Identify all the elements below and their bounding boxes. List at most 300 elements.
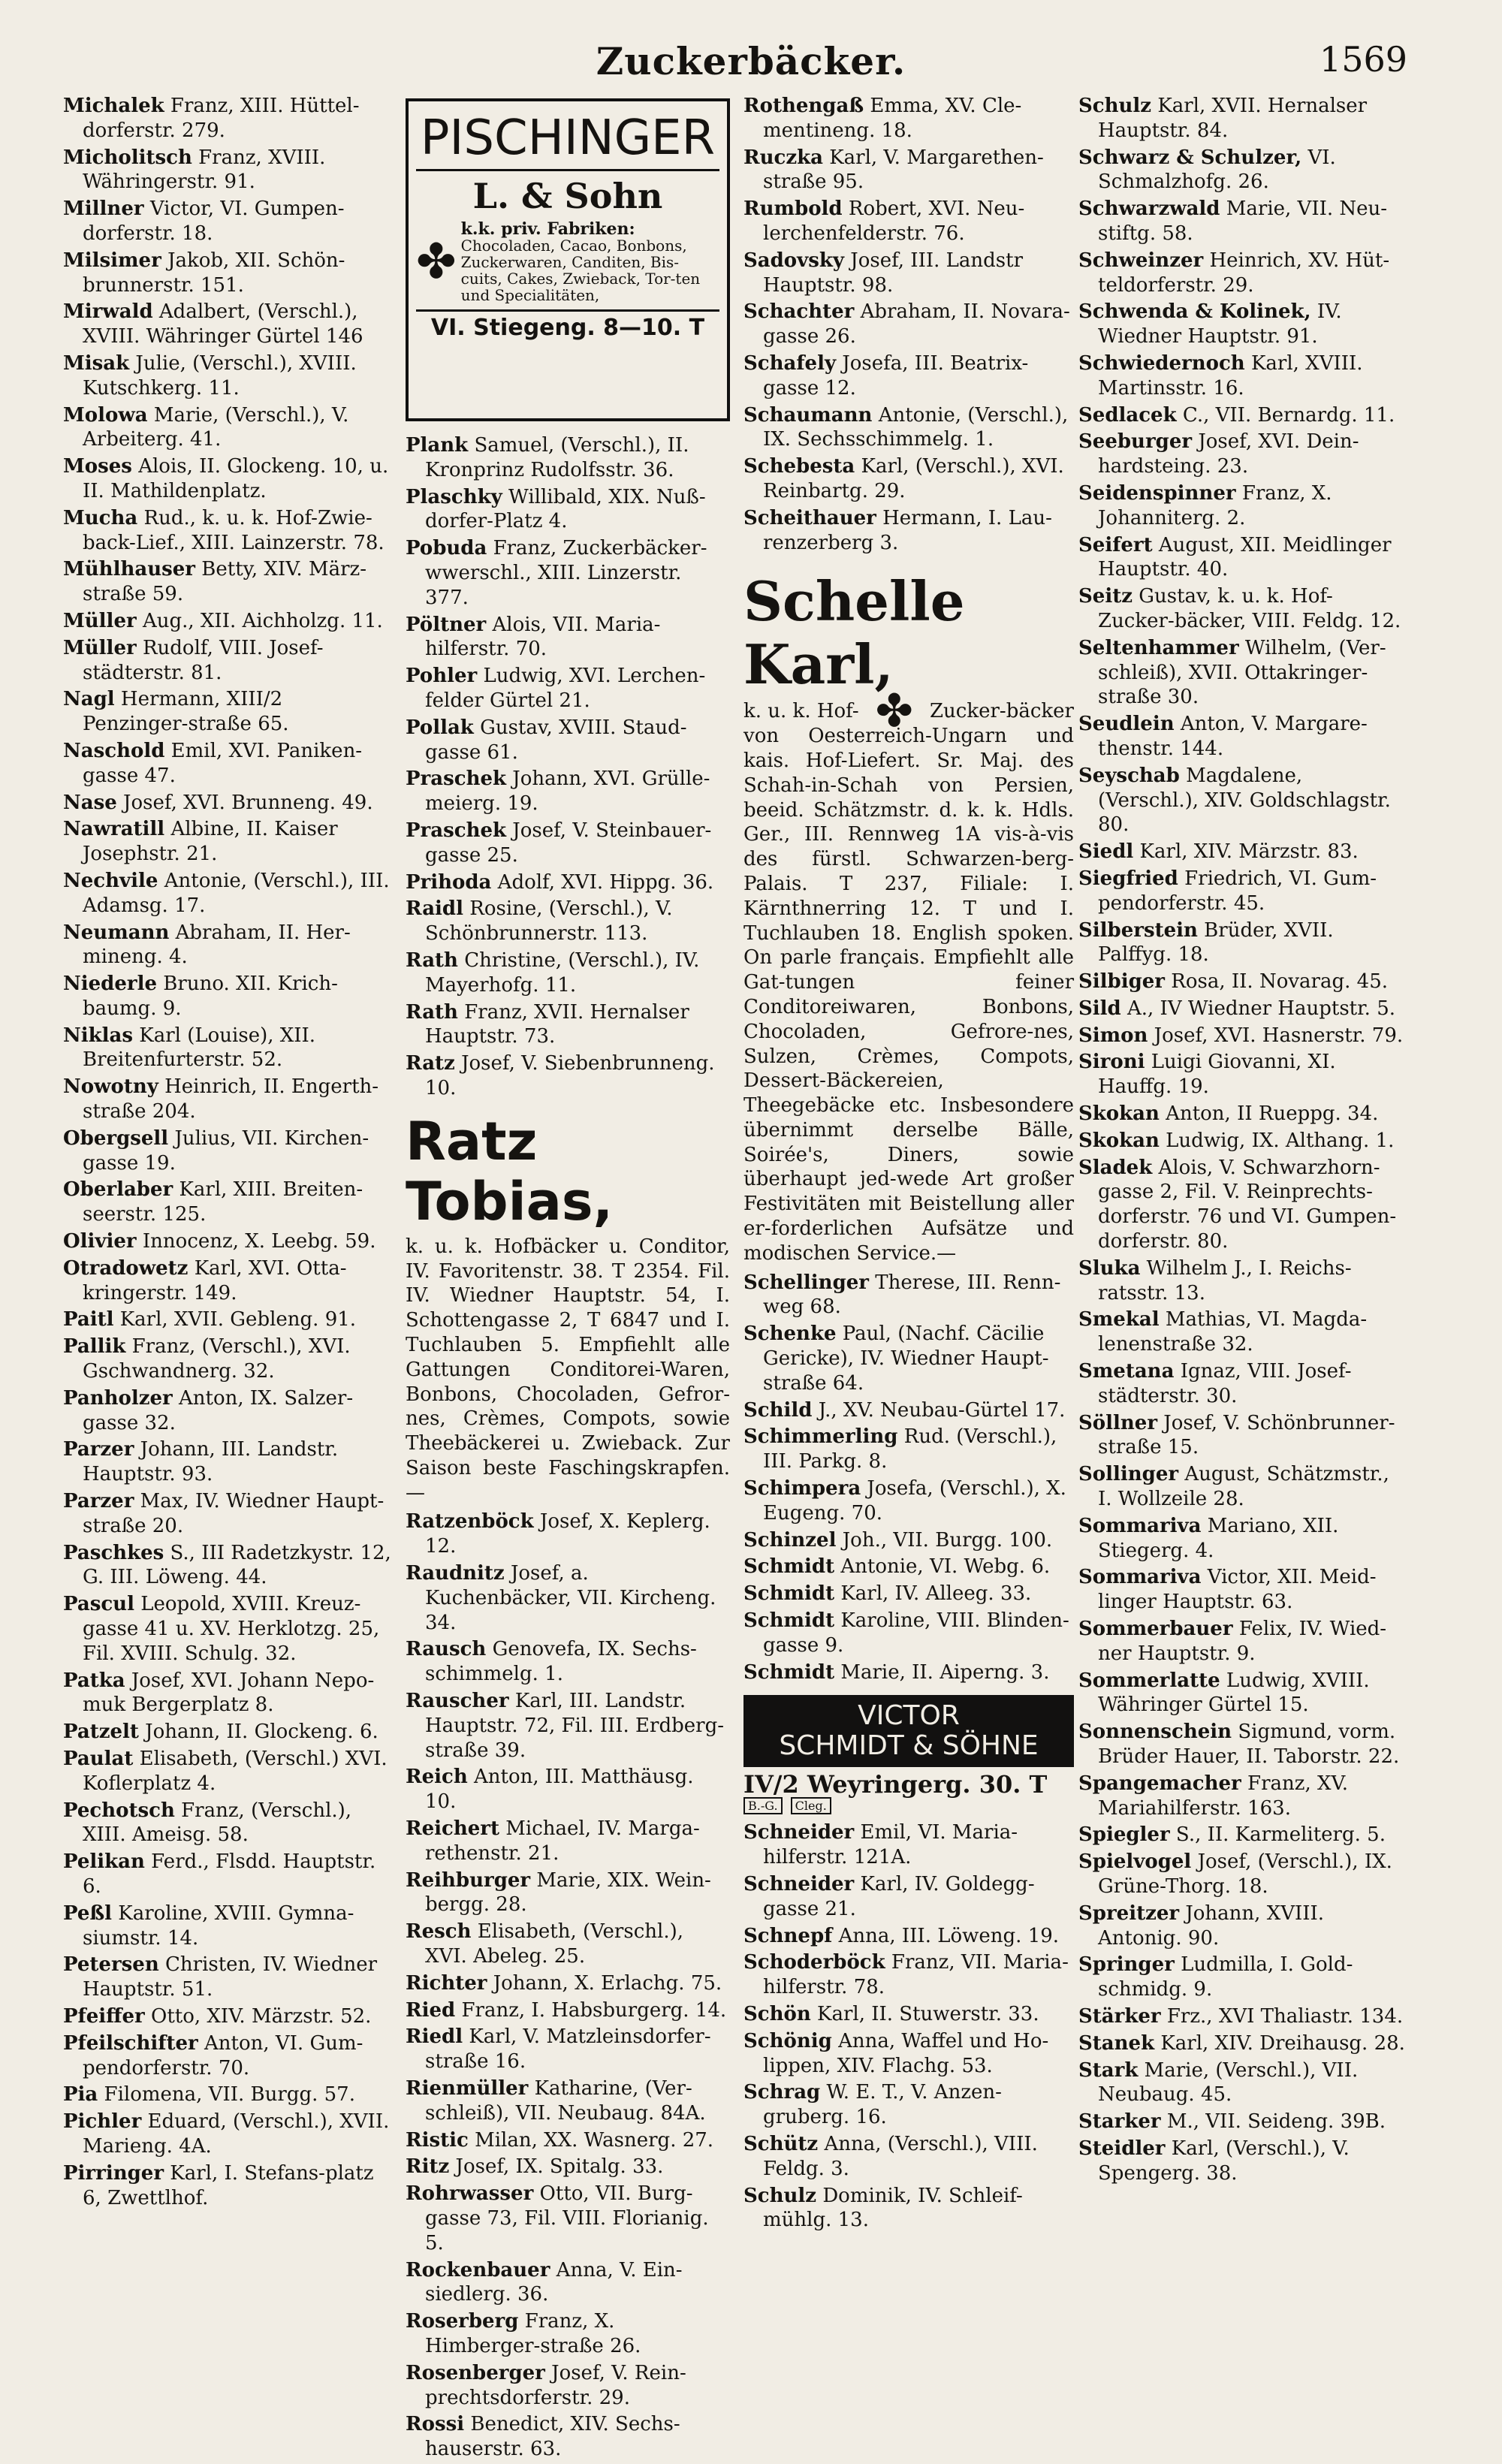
directory-entry (406, 485, 730, 535)
directory-entry (63, 2031, 394, 2081)
entry-details: Robert, XVI. Neu-lerchenfelderstr. 76. (763, 198, 1025, 245)
entry-name: Rosenberger (406, 2361, 545, 2384)
entry-name: Spangemacher (1078, 1772, 1241, 1795)
directory-entry (1078, 197, 1409, 246)
entry-details: Anna, V. Ein-siedlerg. 36. (425, 2258, 683, 2306)
directory-entry (1078, 1617, 1409, 1666)
directory-entry (1078, 351, 1409, 401)
entry-name: Seidenspinner (1078, 481, 1236, 505)
directory-entry (1078, 584, 1409, 634)
entry-details: Marie, (Verschl.), V. Arbeiterg. 41. (83, 403, 349, 451)
entry-details: Emma, XV. Cle-mentineng. 18. (763, 95, 1022, 142)
directory-entry (1078, 764, 1409, 837)
directory-entry (63, 351, 394, 401)
entry-details: Max, IV. Wiedner Haupt-straße 20. (83, 1490, 385, 1537)
entry-details: Johann, XVI. Grülle-meierg. 19. (425, 768, 710, 816)
entry-name: Reihburger (406, 1868, 531, 1892)
directory-entry (1078, 2031, 1409, 2056)
entry-details: Joh., VII. Burgg. 100. (836, 1528, 1053, 1552)
entry-name: Stark (1078, 2058, 1139, 2082)
directory-entry (1078, 1102, 1409, 1126)
directory-entry (743, 1476, 1074, 1526)
directory-entry (63, 1720, 394, 1745)
page-number: 1569 (1319, 39, 1407, 80)
entry-name: Mühlhauser (63, 558, 195, 581)
page-title: Zuckerbäcker. (596, 39, 906, 83)
directory-entry (1078, 300, 1409, 349)
directory-entry (1078, 918, 1409, 968)
directory-entry (63, 921, 394, 970)
entry-name: Mucha (63, 506, 138, 529)
directory-entry (63, 94, 394, 143)
entry-details: Elisabeth, (Verschl.), XVI. Abeleg. 25. (425, 1920, 683, 1968)
schelle-karl-title (743, 685, 1074, 738)
badge-1: B.-G. (743, 1797, 783, 1814)
entry-name: Riedl (406, 2025, 463, 2049)
directory-entry (63, 2082, 394, 2107)
entry-name: Schmidt (743, 1555, 835, 1579)
entry-details: Josefa, III. Beatrix-gasse 12. (763, 351, 1029, 400)
entry-details: Karl, IV. Goldegg-gasse 21. (763, 1873, 1035, 1920)
entry-name: Niklas (63, 1024, 134, 1047)
entry-details: Antonie, (Verschl.), III. Adamsg. 17. (83, 869, 390, 917)
entry-details: Franz, XVII. Hernalser Hauptstr. 73. (425, 1000, 689, 1048)
directory-entry (63, 2161, 394, 2211)
entry-name: Patka (63, 1669, 125, 1692)
entry-details: Milan, XX. Wasnerg. 27. (468, 2128, 714, 2152)
column-2b-list (406, 1509, 730, 2461)
entry-details: Karl, (Verschl.), XVI. Reinbartg. 29. (763, 455, 1064, 502)
directory-entry (743, 197, 1074, 246)
entry-name: Schulz (1078, 95, 1152, 117)
directory-entry (63, 506, 394, 556)
entry-details: Karl, V. Margarethen-straße 95. (763, 146, 1044, 194)
directory-entry (1078, 1156, 1409, 1254)
entry-name: Oberlaber (63, 1178, 173, 1202)
entry-details: Franz, (Verschl.), XIII. Ameisg. 58. (83, 1799, 352, 1847)
entry-name: Sadovsky (743, 249, 845, 272)
entry-name: Schoderböck (743, 1951, 885, 1974)
directory-entry (63, 1592, 394, 1666)
directory-entry (1078, 249, 1409, 298)
directory-entry (406, 897, 730, 946)
entry-details: Karl, III. Landstr. Hauptstr. 72, Fil. III. Erdberg-straße 39. (425, 1690, 724, 1762)
entry-details: Christine, (Verschl.), IV. Mayerhofg. 11. (425, 949, 700, 997)
pischinger-address: VI. Stiegeng. 8—10. T (416, 309, 719, 341)
directory-entry (63, 1307, 394, 1332)
entry-details: Christen, IV. Wiedner Hauptstr. 51. (83, 1953, 378, 2001)
entry-details: Josef, III. Landstr Hauptstr. 98. (763, 249, 1024, 297)
directory-entry (63, 403, 394, 453)
directory-entry (63, 1075, 394, 1124)
entry-name: Patzelt (63, 1721, 139, 1744)
directory-entry (1078, 1024, 1409, 1048)
directory-entry (743, 2080, 1074, 2130)
entry-details: Rudolf, VIII. Josef-städterstr. 81. (83, 636, 324, 684)
directory-entry (743, 300, 1074, 349)
entry-details: Genovefa, IX. Sechs-schimmelg. 1. (425, 1638, 697, 1686)
directory-entry (63, 1799, 394, 1848)
entry-name: Sonnenschein (1078, 1721, 1232, 1744)
directory-entry (743, 249, 1074, 298)
entry-details: Franz, VII. Maria-hilferstr. 78. (763, 1951, 1069, 1999)
entry-name: Molowa (63, 403, 148, 427)
directory-entry (63, 791, 394, 816)
directory-entry (743, 1271, 1074, 1320)
entry-name: Ratzenböck (406, 1510, 534, 1534)
directory-entry (406, 2128, 730, 2153)
entry-name: Starker (1078, 2110, 1161, 2134)
entry-details: Filomena, VII. Burgg. 57. (98, 2083, 355, 2107)
entry-details: Ludwig, XVIII. Währinger Gürtel 15. (1098, 1669, 1370, 1717)
entry-name: Schwiedernoch (1078, 351, 1245, 375)
entry-details: Wilhelm, (Ver-schleiß), XVII. Ottakringer-straße 30. (1098, 636, 1386, 709)
entry-name: Schmidt (743, 1582, 835, 1606)
directory-entry (743, 2002, 1074, 2027)
entry-name: Raidl (406, 897, 463, 921)
entry-details: Josef, V. Siebenbrunneng. 10. (425, 1052, 715, 1099)
entry-name: Ratz (406, 1052, 455, 1075)
directory-entry (406, 664, 730, 713)
entry-details: Anna, Waffel und Ho-lippen, XIV. Flachg. 53. (763, 2029, 1049, 2077)
entry-name: Rath (406, 1000, 458, 1024)
directory-entry (63, 609, 394, 634)
entry-details: Elisabeth, (Verschl.) XVI. Koflerplatz 4. (83, 1748, 388, 1795)
directory-entry (406, 1000, 730, 1050)
entry-name: Michalek (63, 95, 164, 117)
entry-name: Smetana (1078, 1360, 1175, 1383)
entry-details: Karl, XVIII. Martinsstr. 16. (1098, 351, 1363, 400)
entry-details: Ludwig, IX. Althang. 1. (1159, 1129, 1395, 1152)
directory-entry (406, 1868, 730, 1918)
directory-entry (1078, 94, 1409, 143)
directory-entry (63, 817, 394, 867)
directory-entry (743, 1425, 1074, 1474)
schelle-title-right: Zucker-bäcker (929, 700, 1074, 723)
entry-details: Franz, (Verschl.), XVI. Gschwandnerg. 32. (83, 1335, 351, 1383)
entry-name: Spiegler (1078, 1823, 1170, 1847)
entry-name: Rath (406, 949, 458, 972)
entry-name: Stärker (1078, 2004, 1161, 2028)
entry-details: Eduard, (Verschl.), XVII. Marieng. 4A. (83, 2110, 390, 2158)
entry-name: Pelikan (63, 1850, 145, 1874)
entry-details: Otto, VII. Burg-gasse 73, Fil. VIII. Florianig. 5. (425, 2182, 709, 2254)
directory-entry (743, 1528, 1074, 1553)
entry-details: Franz, XIII. Hüttel-dorferstr. 279. (83, 95, 360, 142)
entry-name: Schwarz & Schulzer, (1078, 146, 1302, 169)
entry-name: Schild (743, 1398, 813, 1422)
entry-details: Heinrich, XV. Hüt-teldorferstr. 29. (1098, 249, 1390, 297)
directory-entry (743, 1872, 1074, 1922)
entry-name: Neumann (63, 921, 170, 944)
directory-entry (743, 146, 1074, 195)
entry-name: Schinzel (743, 1528, 837, 1552)
entry-details: Mathias, VI. Magda-lenenstraße 32. (1098, 1308, 1368, 1356)
entry-name: Schulz (743, 2184, 817, 2207)
pischinger-title: k.k. priv. Fabriken: (460, 219, 635, 239)
directory-entry (406, 2182, 730, 2255)
column-2-list (406, 433, 730, 1101)
entry-details: Rosine, (Verschl.), V. Schönbrunnerstr. 113. (425, 897, 673, 945)
directory-entry (1078, 2004, 1409, 2029)
entry-name: Rohrwasser (406, 2182, 534, 2206)
directory-entry (63, 454, 394, 504)
entry-details: Josef, XVI. Johann Nepo-muk Bergerplatz 8. (83, 1669, 375, 1717)
entry-details: Adolf, XVI. Hippg. 36. (491, 870, 714, 894)
directory-entry (743, 351, 1074, 401)
directory-entry (1078, 1050, 1409, 1099)
directory-entry (1078, 481, 1409, 531)
entry-details: Ludmilla, I. Gold-schmidg. 9. (1098, 1953, 1353, 2001)
entry-details: Leopold, XVIII. Kreuz-gasse 41 u. XV. Herklotzg. 25, Fil. XVIII. Schulg. 32. (83, 1593, 380, 1665)
entry-details: Aug., XII. Aichholzg. 11. (136, 609, 383, 632)
entry-name: Sladek (1078, 1156, 1153, 1179)
entry-details: Betty, XIV. März-straße 59. (83, 558, 366, 606)
directory-entry (1078, 1565, 1409, 1615)
entry-name: Nowotny (63, 1075, 158, 1099)
entry-name: Schneider (743, 1873, 855, 1896)
directory-entry (63, 739, 394, 789)
directory-entry (406, 2155, 730, 2179)
entry-details: Franz, XVIII. Währingerstr. 91. (83, 146, 326, 194)
entry-details: Julius, VII. Kirchen-gasse 19. (83, 1126, 369, 1175)
entry-details: Karl, II. Stuwerstr. 33. (810, 2003, 1039, 2025)
entry-details: Benedict, XIV. Sechs-hauserstr. 63. (425, 2413, 680, 2461)
entry-name: Silberstein (1078, 918, 1198, 942)
entry-details: Johann, II. Glockeng. 6. (138, 1721, 379, 1744)
entry-details: Dominik, IV. Schleif-mühlg. 13. (763, 2184, 1023, 2232)
directory-entry (1078, 533, 1409, 583)
directory-entry (1078, 2058, 1409, 2108)
directory-entry (743, 94, 1074, 143)
entry-details: Julie, (Verschl.), XVIII. Kutschkerg. 11. (83, 351, 357, 400)
directory-entry (1078, 1129, 1409, 1154)
entry-name: Schenke (743, 1322, 837, 1346)
entry-details: Karl, XVII. Gebleng. 91. (113, 1308, 357, 1332)
entry-details: Karl, XVII. Hernalser Hauptstr. 84. (1098, 95, 1368, 142)
directory-entry (743, 1820, 1074, 1870)
entry-details: Wilhelm J., I. Reichs-ratsstr. 13. (1098, 1256, 1352, 1304)
entry-name: Milsimer (63, 249, 161, 272)
entry-details: W. E. T., V. Anzen-gruberg. 16. (763, 2081, 1002, 2129)
entry-details: Emil, VI. Maria-hilferstr. 121A. (763, 1821, 1018, 1869)
directory-entry (63, 2110, 394, 2159)
entry-details: Brüder, XVII. Palffyg. 18. (1098, 918, 1334, 967)
entry-details: Ferd., Flsdd. Hauptstr. 6. (83, 1850, 376, 1898)
column-3b-list (743, 1271, 1074, 1685)
entry-name: Sommariva (1078, 1514, 1202, 1537)
directory-entry (743, 403, 1074, 453)
directory-entry (63, 1902, 394, 1951)
entry-details: Anna, III. Löweng. 19. (832, 1924, 1060, 1947)
entry-details: Josef, V. Rein-prechtsdorferstr. 29. (425, 2361, 686, 2409)
directory-entry (1078, 430, 1409, 479)
entry-details: Josef, X. Keplerg. 12. (425, 1510, 710, 1558)
entry-name: Otradowetz (63, 1256, 189, 1280)
directory-entry (406, 1998, 730, 2023)
entry-name: Seifert (1078, 533, 1153, 556)
entry-name: Pichler (63, 2110, 142, 2134)
entry-name: Nechvile (63, 869, 158, 892)
entry-details: Hermann, XIII/2 Penzinger-straße 65. (83, 688, 289, 736)
entry-details: Karl, XIII. Breiten-seerstr. 125. (83, 1178, 363, 1226)
entry-details: Franz, I. Habsburgerg. 14. (455, 1998, 727, 2022)
directory-entry (63, 687, 394, 737)
badge-2: Cleg. (791, 1797, 831, 1814)
entry-details: Anton, VI. Gum-pendorferstr. 70. (83, 2031, 363, 2079)
entry-name: Plank (406, 434, 469, 457)
entry-name: Panholzer (63, 1386, 173, 1410)
entry-details: Karoline, XVIII. Gymna-siumstr. 14. (83, 1902, 354, 1950)
entry-details: Franz, Zuckerbäcker-wwerschl., XIII. Linzerstr. 377. (425, 537, 707, 609)
entry-name: Stanek (1078, 2031, 1155, 2055)
entry-name: Schweinzer (1078, 249, 1204, 272)
directory-entry (63, 1669, 394, 1718)
entry-name: Pollak (406, 716, 474, 739)
directory-entry (406, 949, 730, 998)
directory-entry (63, 2004, 394, 2029)
entry-details: Heinrich, II. Engerth-straße 204. (83, 1075, 379, 1123)
eagle-emblem-icon: ✤ (416, 234, 457, 290)
entry-name: Sollinger (1078, 1463, 1179, 1486)
directory-entry (406, 1920, 730, 1969)
directory-entry (743, 1582, 1074, 1606)
entry-name: Pallik (63, 1335, 126, 1359)
entry-details: Franz, X. Himberger-straße 26. (425, 2310, 641, 2357)
column-3 (743, 94, 1074, 2235)
entry-name: Müller (63, 636, 137, 659)
entry-details: Rud. (Verschl.), III. Parkg. 8. (763, 1425, 1057, 1473)
pischinger-description: Chocoladen, Cacao, Bonbons, Zuckerwaren, Canditen, Bis-cuits, Cakes, Zwieback, Tor-ten und Specialitäten, (460, 237, 701, 304)
directory-entry (406, 2412, 730, 2462)
directory-entry (743, 1555, 1074, 1579)
entry-details: Karoline, VIII. Blinden-gasse 9. (763, 1609, 1069, 1657)
schelle-karl-heading: Schelle Karl, (743, 569, 965, 697)
entry-details: Frz., XVI Thaliastr. 134. (1160, 2004, 1404, 2028)
entry-name: Obergsell (63, 1126, 169, 1150)
entry-name: Simon (1078, 1024, 1148, 1047)
entry-name: Nawratill (63, 818, 165, 841)
entry-name: Schwarzwald (1078, 198, 1220, 221)
entry-details: Josef, IX. Spitalg. 33. (449, 2155, 664, 2179)
directory-entry (1078, 1823, 1409, 1847)
entry-name: Schütz (743, 2132, 819, 2155)
directory-entry (743, 1950, 1074, 2000)
directory-entry (1078, 1902, 1409, 1951)
entry-details: Josef, XVI. Hasnerstr. 79. (1148, 1024, 1404, 1047)
entry-details: S., II. Karmeliterg. 5. (1169, 1823, 1386, 1847)
entry-name: Paitl (63, 1308, 114, 1332)
entry-name: Nase (63, 791, 117, 814)
entry-details: Albine, II. Kaiser Josephstr. 21. (83, 818, 338, 866)
entry-name: Seltenhammer (1078, 636, 1239, 659)
entry-name: Millner (63, 198, 144, 221)
entry-details: Karl, IV. Alleeg. 33. (834, 1582, 1032, 1606)
entry-name: Schimpera (743, 1477, 861, 1500)
directory-entry (63, 1953, 394, 2002)
entry-name: Paschkes (63, 1541, 164, 1564)
entry-details: Gustav, XVIII. Staud-gasse 61. (425, 716, 687, 764)
directory-entry (743, 2029, 1074, 2079)
entry-name: Sironi (1078, 1051, 1145, 1074)
directory-entry (1078, 1411, 1409, 1461)
directory-entry (1078, 1669, 1409, 1718)
entry-details: Josef, XVI. Brunneng. 49. (116, 791, 373, 814)
entry-details: J., XV. Neubau-Gürtel 17. (812, 1398, 1066, 1422)
entry-details: Alois, II. Glockeng. 10, u. II. Mathildenplatz. (83, 455, 389, 502)
entry-name: Praschek (406, 819, 507, 842)
directory-entry (1078, 1307, 1409, 1357)
victor-line1: VICTOR (858, 1700, 960, 1732)
directory-entry (406, 2309, 730, 2359)
entry-name: Micholitsch (63, 146, 192, 169)
entry-details: VI. Schmalzhofg. 26. (1098, 146, 1336, 194)
directory-entry (1078, 840, 1409, 864)
directory-entry (406, 716, 730, 765)
directory-entry (63, 972, 394, 1021)
entry-name: Schafely (743, 351, 837, 375)
entry-details: Gustav, k. u. k. Hof-Zucker-bäcker, VIII. Feldg. 12. (1098, 585, 1401, 632)
entry-name: Mirwald (63, 300, 153, 324)
entry-details: Therese, III. Renn-weg 68. (763, 1271, 1061, 1319)
entry-name: Schneider (743, 1821, 855, 1844)
directory-entry (406, 1637, 730, 1687)
ratz-tobias-heading: Ratz Tobias, (406, 1110, 614, 1232)
entry-details: IV. Wiedner Hauptstr. 91. (1098, 300, 1342, 348)
directory-entry (63, 1386, 394, 1436)
entry-name: Schachter (743, 300, 855, 324)
entry-details: Franz, X. Johanniterg. 2. (1098, 481, 1332, 529)
entry-details: Innocenz, X. Leebg. 59. (136, 1230, 376, 1253)
entry-details: Bruno. XII. Krich-baumg. 9. (83, 973, 338, 1020)
directory-entry (406, 1817, 730, 1866)
victor-schmidt-banner (743, 1695, 1074, 1767)
entry-name: Pia (63, 2083, 98, 2107)
entry-details: Josef, V. Schönbrunner-straße 15. (1098, 1411, 1395, 1459)
schelle-title-left: k. u. k. Hof- (743, 700, 859, 723)
entry-name: Skokan (1078, 1102, 1160, 1126)
entry-details: Anna, (Verschl.), VIII. Feldg. 3. (763, 2132, 1038, 2180)
entry-name: Skokan (1078, 1129, 1160, 1152)
directory-entry (406, 870, 730, 895)
entry-details: Johann, III. Landstr. Hauptstr. 93. (83, 1438, 339, 1486)
directory-entry (1078, 1720, 1409, 1769)
entry-details: Antonie, VI. Webg. 6. (834, 1555, 1051, 1579)
directory-entry (1078, 867, 1409, 916)
entry-name: Rothengaß (743, 95, 864, 117)
entry-name: Schebesta (743, 455, 855, 478)
entry-name: Sommariva (1078, 1566, 1202, 1589)
directory-entry (743, 1609, 1074, 1658)
entry-details: Anton, V. Margare-thenstr. 144. (1098, 713, 1368, 760)
directory-entry (406, 1509, 730, 1559)
entry-name: Pechotsch (63, 1799, 175, 1822)
directory-entry (63, 249, 394, 298)
entry-details: Ignaz, VIII. Josef-städterstr. 30. (1098, 1360, 1352, 1407)
directory-entry (63, 300, 394, 349)
entry-details: Katharine, (Ver-schleiß), VII. Neubaug. 84A. (425, 2077, 706, 2125)
entry-name: Peßl (63, 1902, 113, 1925)
directory-entry (63, 1747, 394, 1796)
directory-entry (63, 1126, 394, 1176)
entry-name: Schaumann (743, 403, 873, 427)
entry-details: Emil, XVI. Paniken-gasse 47. (83, 739, 363, 787)
directory-entry (743, 1322, 1074, 1395)
directory-entry (406, 2361, 730, 2411)
entry-name: Schmidt (743, 1609, 835, 1633)
entry-name: Prihoda (406, 870, 492, 894)
directory-entry (406, 433, 730, 483)
